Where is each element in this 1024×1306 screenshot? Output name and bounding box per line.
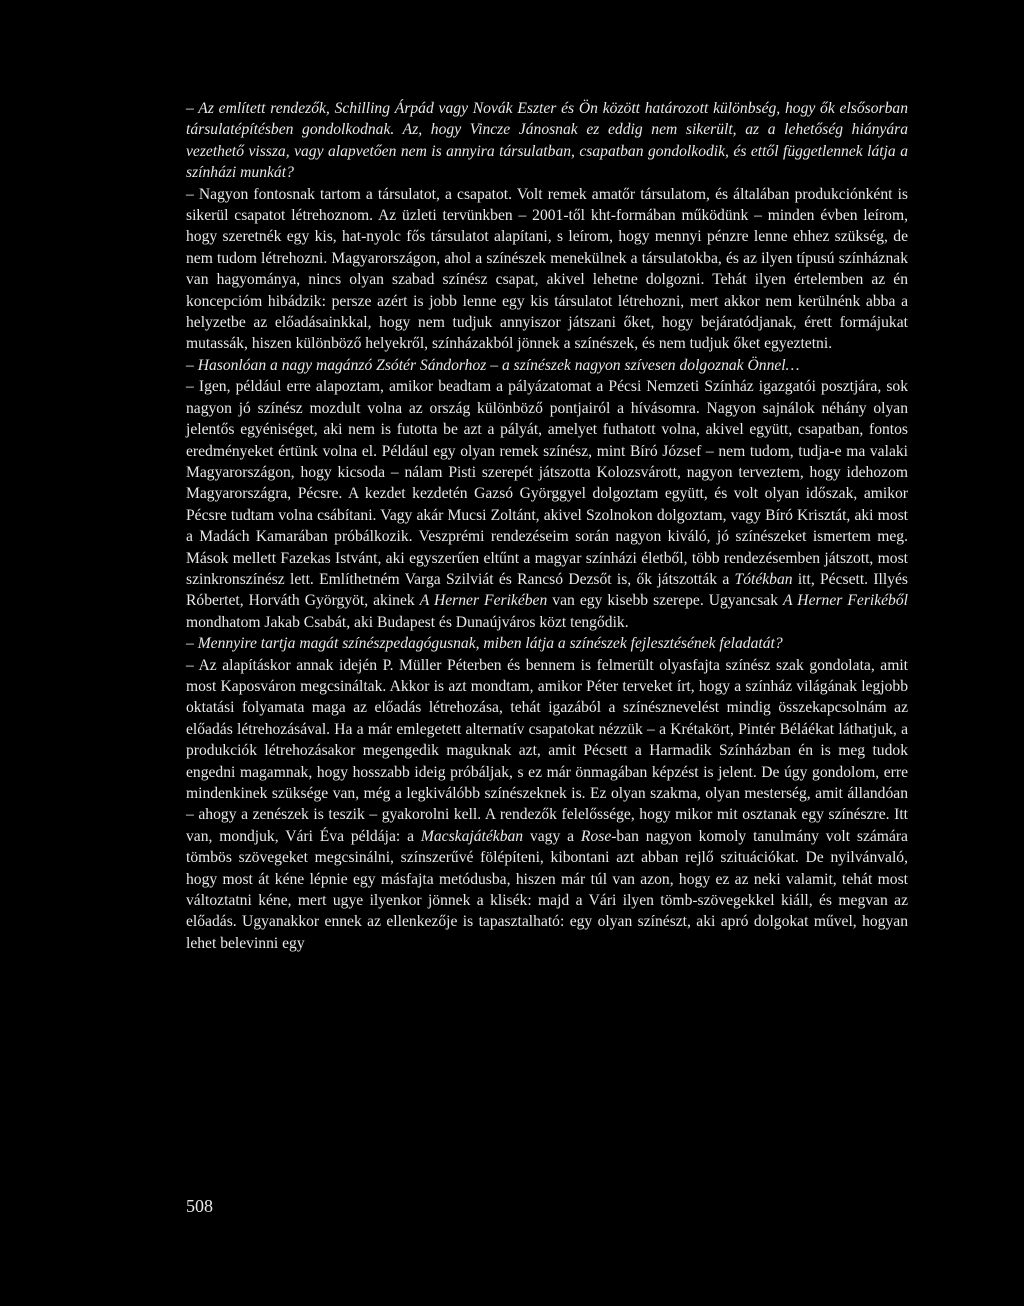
answer-text: -ban nagyon komoly tanulmány volt számára tömbös szövegeket megcsinálni, színszerűvé fölépíteni, kibontani azt abban rejlő szituációkat. De nyilvánvaló, hogy most át kéne lépnie egy másfajta metódusba, hiszen már túl van azon, hogy ez az neki valamit, tehát most változtatni kéne, mert ugye ilyenkor jönnek a klisék: majd a Vári ilyen tömb-szövegekkel kiáll, és megvan az előadás. Ugyanakkor ennek az ellenkezője is tapasztalható: egy olyan színészt, aki apró dolgokat művel, hogyan lehet belevinni egy [186, 827, 908, 952]
answer-text: itt, Pécsett. Illyés Róbertet, Horváth Györgyöt, akinek [186, 570, 908, 610]
answer-text: vagy a [523, 827, 581, 845]
play-title: Macskajátékban [420, 827, 524, 845]
answer-paragraph [186, 376, 908, 633]
play-title: A Herner Ferikéből [783, 592, 908, 610]
answer-paragraph [186, 655, 908, 955]
play-title: Rose [580, 827, 612, 845]
play-title: Tótékban [734, 570, 793, 588]
question-paragraph: – Az említett rendezők, Schilling Árpád vagy Novák Eszter és Ön között határozott különbség, hogy ők elsősorban társulatépítésben gondolkodnak. Az, hogy Vincze Jánosnak ez eddig nem sikerült, az a lehetőség hiányára vezethető vissza, vagy alapvetően nem is annyira társulatban, csapatban gondolkodik, és ettől függetlennek látja a színházi munkát? [186, 100, 908, 182]
interview-text [186, 98, 908, 954]
answer-text: mondhatom Jakab Csabát, aki Budapest és Dunaújváros közt tengődik. [186, 613, 629, 631]
answer-paragraph: – Nagyon fontosnak tartom a társulatot, a csapatot. Volt remek amatőr társulatom, és általában produkciónként is sikerül csapatot létrehoznom. Az üzleti tervünkben – 2001-től kht-formában működünk – minden évben leírom, hogy szeretnék egy kis, hat-nyolc fős társulatot alapítani, s leírom, hogy mennyi pénzre lenne ehhez szükség, de nem tudom létrehozni. Magyarországon, ahol a színészek menekülnek a társulatokba, és az ilyen típusú színháznak van hagyománya, nincs olyan szabad színész csapat, akivel lehetne dolgozni. Tehát ilyen értelemben az én koncepcióm hibádzik: persze azért is jobb lenne egy kis társulatot létrehozni, mert akkor nem kerülnénk abba a helyzetbe az előadásainkkal, hogy nem tudjuk annyiszor játszani őket, hogy bejáratódjanak, érett formájukat mutassák, hiszen különböző helyekről, színházakból jönnek a színészek, és nem tudjuk őket egyeztetni. [186, 185, 908, 353]
play-title: A Herner Ferikében [419, 592, 548, 610]
question-paragraph: – Mennyire tartja magát színészpedagógusnak, miben látja a színészek fejlesztésének feladatát? [186, 635, 783, 653]
answer-text: van egy kisebb szerepe. Ugyancsak [547, 592, 784, 610]
answer-text: – Igen, például erre alapoztam, amikor beadtam a pályázatomat a Pécsi Nemzeti Színház igazgatói posztjára, sok nagyon jó színész mozdult volna az ország különböző pontjairól a hívásomra. Nagyon sajnálok néhány olyan jelentős egyéniséget, aki nem is futotta be azt a pályát, amelyet futhatott volna, akivel együtt, csapatban, fontos eredményeket értünk volna el. Például egy olyan remek színész, mint Bíró József – nem tudom, tudja-e ma valaki Magyarországon, hogy kicsoda – nálam Pisti szerepét játszotta Kolozsvárott, nagyon terveztem, hogy idehozom Magyarországra, Pécsre. A kezdet kezdetén Gazsó Györggyel dolgoztam együtt, és volt olyan időszak, amikor Pécsre tudtam volna csábítani. Vagy akár Mucsi Zoltánt, akivel Szolnokon dolgoztam, vagy Bíró Krisztát, aki most a Madách Kamarában próbálkozik. Veszprémi rendezéseim során nagyon kiváló, jó színészeket ismertem meg. Mások mellett Fazekas Istvánt, aki egyszerűen eltűnt a magyar színházi életből, több rendezésemben játszott, most szinkronszínész lett. Említhetném Varga Szilviát és Rancsó Dezsőt is, ők játszották a [186, 378, 908, 588]
question-paragraph: – Hasonlóan a nagy magánzó Zsótér Sándorhoz – a színészek nagyon szívesen dolgoznak Önnel… [186, 356, 800, 374]
page-number: 508 [186, 1196, 213, 1216]
answer-text: – Az alapításkor annak idején P. Müller Péterben és bennem is felmerült olyasfajta színész szak gondolata, amit most Kaposváron megcsináltak. Akkor is azt mondtam, amikor Péter terveket írt, hogy a színház világának legjobb oktatási folyamata maga az előadás létrehozása, tehát igazából a színésznevelést mindig összekapcsolnám az előadás létrehozásával. Ha a már emlegetett alternatív csapatokat nézzük – a Krétakört, Pintér Béláékat láthatjuk, a produkciók létrehozásakor megengedik maguknak azt, amit Pécsett a Harmadik Színházban én is meg tudok engedni magamnak, hogy hosszabb ideig próbáljak, s ez már önmagában képzést is jelent. De úgy gondolom, erre mindenkinek szüksége van, még a legkiválóbb színészeknek is. Ez olyan szakma, olyan mesterség, amit állandóan – ahogy a zenészek is teszik – gyakorolni kell. A rendezők felelőssége, hogy mikor mit osztanak egy színészre. Itt van, mondjuk, Vári Éva példája: a [186, 656, 908, 845]
